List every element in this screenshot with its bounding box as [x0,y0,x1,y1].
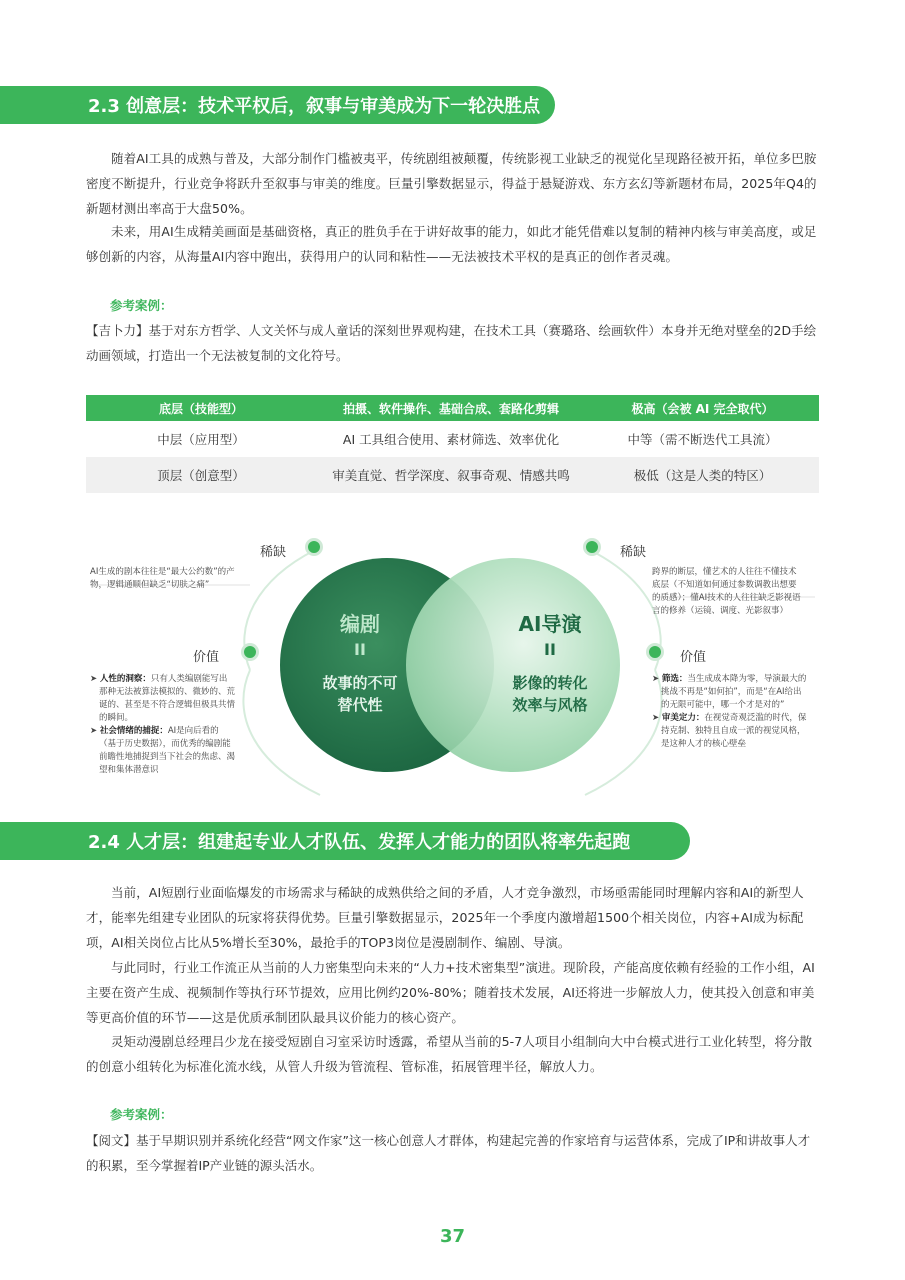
table-cell: 审美直觉、哲学深度、叙事奇观、情感共鸣 [316,457,586,493]
page-number: 37 [439,1226,466,1247]
paragraph: 未来，用AI生成精美画面是基础资格，真正的胜负手在于讲好故事的能力，如此才能凭借难以复制的精神内核与审美高度，或足够创新的内容，从海量AI内容中跑出，获得用户的认同和粘性——无法被技术平权的是真正的创作者灵魂。 [86,224,817,264]
table-cell: 中层（应用型） [86,421,316,457]
reference-text: 【阅文】基于早期识别并系统化经营“网文作家”这一核心创意人才群体，构建起完善的作家培育与运营体系，完成了IP和讲故事人才的积累，至今掌握着IP产业链的源头活水。 [86,1133,811,1173]
table-header-cell: 极高（会被 AI 完全取代） [586,395,819,421]
right-value-label: 价值 [680,650,707,665]
right-scarce-label: 稀缺 [620,545,647,560]
right-circle-equals: II [544,640,556,659]
table-cell: 顶层（创意型） [86,457,316,493]
table-header-row [86,395,819,421]
left-circle-title: 编剧 [340,612,380,636]
table-header-cell: 拍摄、软件操作、基础合成、套路化剪辑 [316,395,586,421]
reference-label: 参考案例： [110,298,173,313]
left-circle-subtitle: 故事的不可替代性 [322,674,398,714]
skill-tier-table [86,395,819,493]
section-header-2-3 [0,86,555,124]
table-cell: 中等（需不断迭代工具流） [586,421,819,457]
section-title: 2.3 创意层：技术平权后，叙事与审美成为下一轮决胜点 [88,96,541,117]
table-header-cell: 底层（技能型） [86,395,316,421]
list-item: ➤ 人性的洞察：只有人类编剧能写出那种无法被算法模拟的、微妙的、荒诞的、甚至是不符合逻辑但极具共情的瞬间。 [90,674,236,723]
table-row [86,457,819,493]
right-scarce-dot-icon [586,541,598,553]
left-circle-equals: II [354,640,366,659]
left-value-notes [90,673,235,777]
section-title: 2.4 人才层：组建起专业人才队伍、发挥人才能力的团队将率先起跑 [88,832,631,853]
list-item: ➤ 审美定力：在视觉奇观泛滥的时代，保持克制、独特且自成一派的视觉风格，是这种人才的核心壁垒 [652,713,807,749]
right-value-dot-icon [649,646,661,658]
left-scarce-note: AI生成的剧本往往是“最大公约数”的产物，逻辑通顺但缺乏“切肤之痛” [90,567,235,590]
left-value-dot-icon [244,646,256,658]
left-value-label: 价值 [193,650,220,665]
right-scarce-note: 跨界的断层，懂艺术的人往往不懂技术底层（不知道如何通过参数调教出想要的质感）；懂AI技术的人往往缺乏影视语言的修养（运镜、调度、光影叙事） [652,567,801,616]
paragraph: 与此同时，行业工作流正从当前的人力密集型向未来的“人力+技术密集型”演进。现阶段，产能高度依赖有经验的工作小组，AI主要在资产生成、视频制作等执行环节提效，应用比例约20%-80%；随着技术发展，AI还将进一步解放人力，使其投入创意和审美等更高价值的环节——这是优质承制团队最具议价能力的核心资产。 [86,960,815,1025]
reference-label: 参考案例： [110,1107,173,1122]
right-circle-subtitle: 影像的转化效率与风格 [512,674,588,714]
reference-text: 【吉卜力】基于对东方哲学、人文关怀与成人童话的深刻世界观构建，在技术工具（赛璐珞、绘画软件）本身并无绝对壁垒的2D手绘动画领域，打造出一个无法被复制的文化符号。 [86,323,817,363]
list-item: ➤ 筛选：当生成成本降为零，导演最大的挑战不再是“如何拍”，而是“在AI给出的无限可能中，哪一个才是对的” [652,674,807,710]
left-scarce-dot-icon [308,541,320,553]
paragraph: 灵矩动漫剧总经理吕少龙在接受短剧自习室采访时透露，希望从当前的5-7人项目小组制向大中台模式进行工业化转型，将分散的创意小组转化为标准化流水线，从管人升级为管流程、管标准，拓展管理半径，解放人力。 [86,1034,813,1074]
paragraph: 随着AI工具的成熟与普及，大部分制作门槛被夷平，传统剧组被颠覆，传统影视工业缺乏的视觉化呈现路径被开拓，单位多巴胺密度不断提升，行业竞争将跃升至叙事与审美的维度。巨量引擎数据显示，得益于悬疑游戏、东方玄幻等新题材布局，2025年Q4的新题材测出率高于大盘50%。 [86,151,817,216]
table-row [86,421,819,457]
left-scarce-label: 稀缺 [260,545,287,560]
table-cell: AI 工具组合使用、素材筛选、效率优化 [316,421,586,457]
section-header-2-4 [0,822,690,860]
paragraph: 当前，AI短剧行业面临爆发的市场需求与稀缺的成熟供给之间的矛盾，人才竞争激烈，市场亟需能同时理解内容和AI的新型人才，能率先组建专业团队的玩家将获得优势。巨量引擎数据显示，2025年一个季度内激增超1500个相关岗位，内容+AI成为标配项，AI相关岗位占比从5%增长至30%，最抢手的TOP3岗位是漫剧制作、编剧、导演。 [86,885,804,950]
list-item: ➤ 社会情绪的捕捉：AI是向后看的（基于历史数据），而优秀的编剧能前瞻性地捕捉到当下社会的焦虑、渴望和集体潜意识 [90,726,236,775]
right-circle-title: AI导演 [518,612,582,636]
right-circle [406,558,620,772]
table-cell: 极低（这是人类的特区） [586,457,819,493]
right-value-notes [652,673,810,751]
